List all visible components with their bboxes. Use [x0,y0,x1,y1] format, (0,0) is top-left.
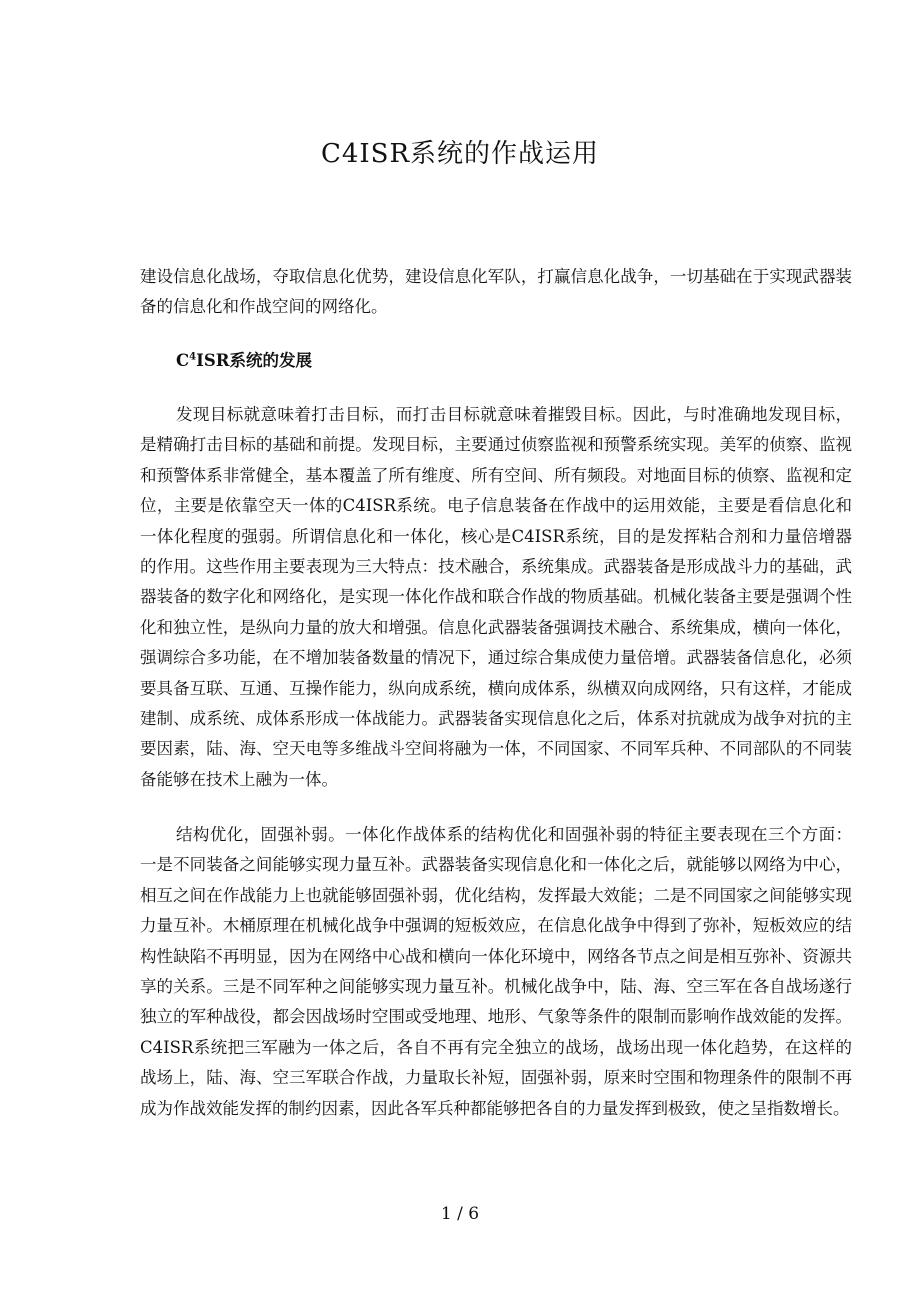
page-number: 1 / 6 [440,1204,480,1224]
intro-paragraph: 建设信息化战场，夺取信息化优势，建设信息化军队，打赢信息化战争，一切基础在于实现武器装备的信息化和作战空间的网络化。 [140,267,852,317]
body-paragraph: 发现目标就意味着打击目标，而打击目标就意味着摧毁目标。因此，与时准确地发现目标，是精确打击目标的基础和前提。发现目标，主要通过侦察监视和预警系统实现。美军的侦察、监视和预警体系非常健全，基本覆盖了所有维度、所有空间、所有频段。对地面目标的侦察、监视和定位，主要是依靠空天一体的C4ISR系统。电子信息装备在作战中的运用效能，主要是看信息化和一体化程度的强弱。所谓信息化和一体化，核心是C4ISR系统，目的是发挥粘合剂和力量倍增器的作用。这些作用主要表现为三大特点：技术融合，系统集成。武器装备是形成战斗力的基础，武器装备的数字化和网络化，是实现一体化作战和联合作战的物质基础。机械化装备主要是强调个性化和独立性，是纵向力量的放大和增强。信息化武器装备强调技术融合、系统集成，横向一体化，强调综合多功能，在不增加装备数量的情况下，通过综合集成使力量倍增。武器装备信息化，必须要具备互联、互通、互操作能力，纵向成系统，横向成体系，纵横双向成网络，只有这样，才能成建制、成系统、成体系形成一体战能力。武器装备实现信息化之后，体系对抗就成为战争对抗的主要因素，陆、海、空天电等多维战斗空间将融为一体，不同国家、不同军兵种、不同部队的不同装备能够在技术上融为一体。 [140,405,852,789]
section-heading-rest: ISR系统的发展 [196,351,312,370]
page-title: C4ISR系统的作战运用 [320,139,600,169]
section-heading-superscript: 4 [189,351,197,363]
section-heading [176,346,312,376]
section-heading-prefix: C [176,351,190,370]
body-paragraph: 结构优化，固强补弱。一体化作战体系的结构优化和固强补弱的特征主要表现在三个方面：一是不同装备之间能够实现力量互补。武器装备实现信息化和一体化之后，就能够以网络为中心，相互之间在作战能力上也就能够固强补弱，优化结构，发挥最大效能；二是不同国家之间能够实现力量互补。木桶原理在机械化战争中强调的短板效应，在信息化战争中得到了弥补，短板效应的结构性缺陷不再明显，因为在网络中心战和横向一体化环境中，网络各节点之间是相互弥补、资源共享的关系。三是不同军种之间能够实现力量互补。机械化战争中，陆、海、空三军在各自战场遂行独立的军种战役，都会因战场时空围或受地理、地形、气象等条件的限制而影响作战效能的发挥。C4ISR系统把三军融为一体之后，各自不再有完全独立的战场，战场出现一体化趋势，在这样的战场上，陆、海、空三军联合作战，力量取长补短，固强补弱，原来时空围和物理条件的限制不再成为作战效能发挥的制约因素，因此各军兵种都能够把各自的力量发挥到极致，使之呈指数增长。 [140,825,852,1118]
